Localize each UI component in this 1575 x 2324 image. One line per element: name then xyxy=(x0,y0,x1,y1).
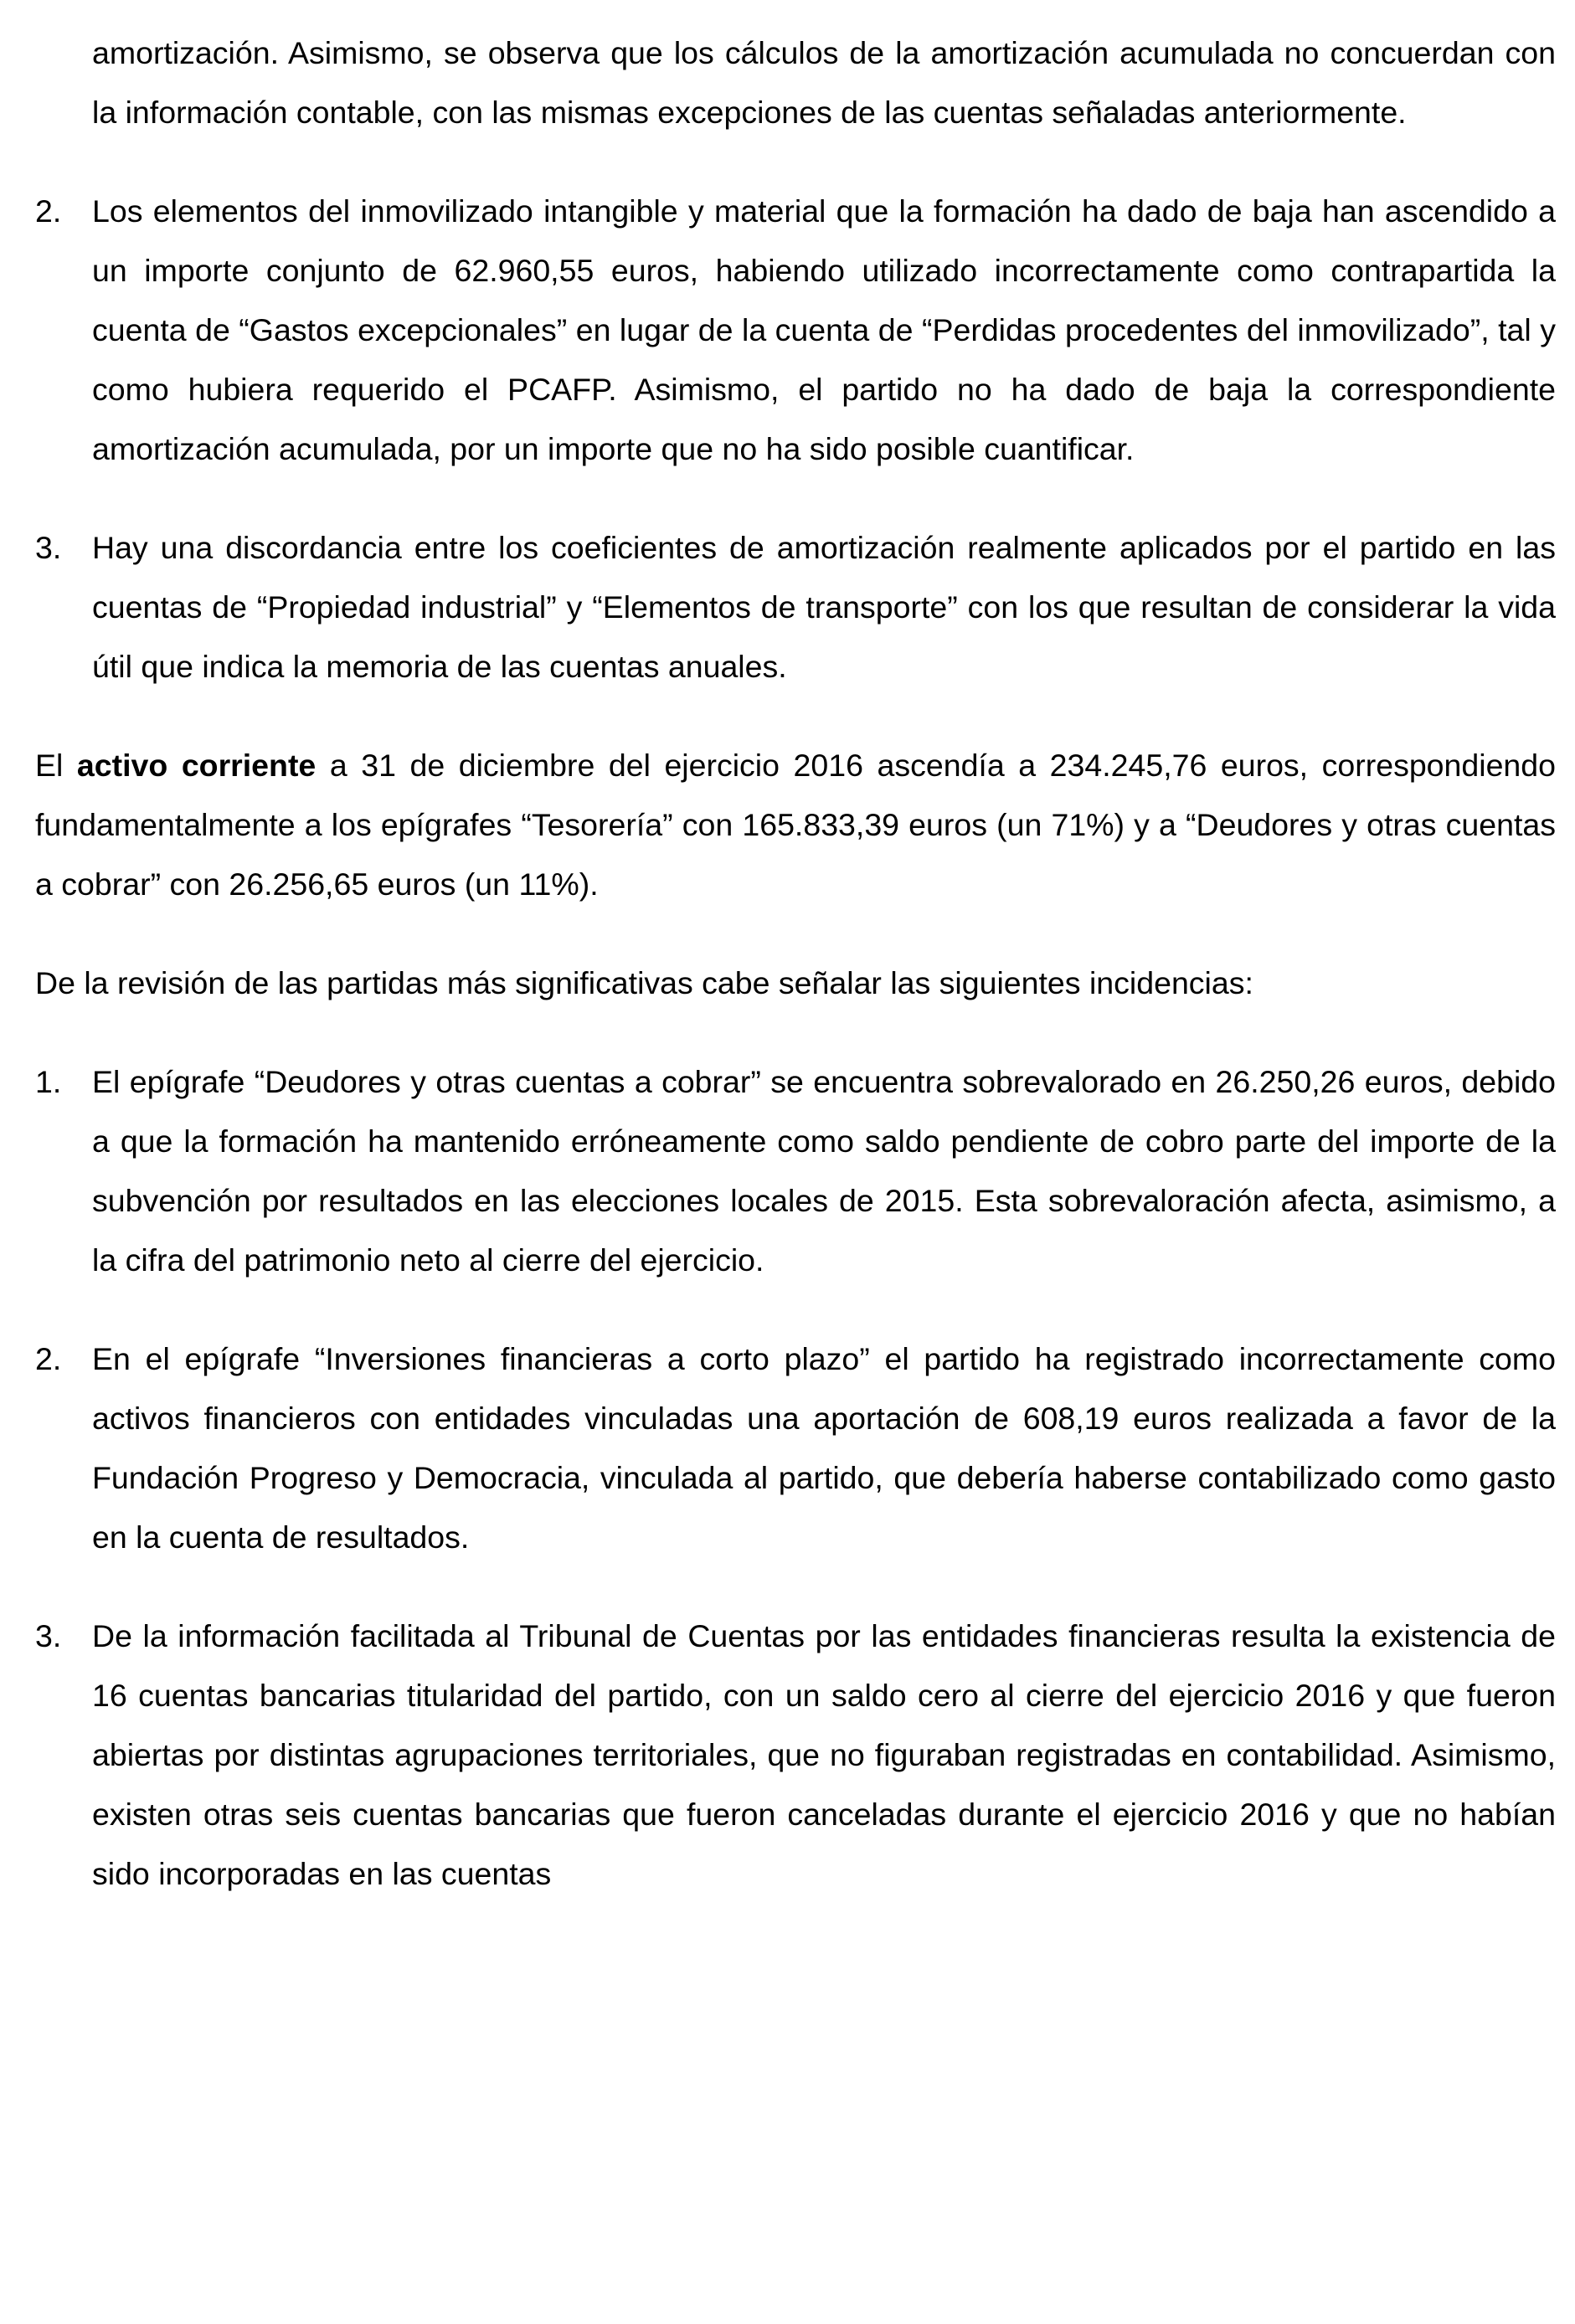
list-item xyxy=(35,1052,1556,1290)
activo-corriente-paragraph xyxy=(35,736,1556,914)
list-item xyxy=(35,1329,1556,1567)
list-item-text: El epígrafe “Deudores y otras cuentas a cobrar” se encuentra sobrevalorado en 26.250,26 euros, debido a que la formación ha mantenido erróneamente como saldo pendiente de cobro parte del importe de la subvención por resultados en las elecciones locales de 2015. Esta sobrevaloración afecta, asimismo, a la cifra del patrimonio neto al cierre del ejercicio. xyxy=(92,1064,1556,1278)
list-item-number: 2. xyxy=(35,1341,62,1376)
list-item-text: Los elementos del inmovilizado intangible y material que la formación ha dado de baja han ascendido a un importe conjunto de 62.960,55 euros, habiendo utilizado incorrectamente como contrapartida la cuenta de “Gastos excepcionales” en lugar de la cuenta de “Perdidas procedentes del inmovilizado”, tal y como hubiera requerido el PCAFP. Asimismo, el partido no ha dado de baja la correspondiente amortización acumulada, por un importe que no ha sido posible cuantificar. xyxy=(92,193,1556,466)
list-item xyxy=(35,518,1556,697)
list-item-number: 2. xyxy=(35,193,62,229)
list-item-text: De la información facilitada al Tribunal de Cuentas por las entidades financieras resulta la existencia de 16 cuentas bancarias titularidad del partido, con un saldo cero al cierre del ejercicio 2016 y que fueron abiertas por distintas agrupaciones territoriales, que no figuraban registradas en contabilidad. Asimismo, existen otras seis cuentas bancarias que fueron canceladas durante el ejercicio 2016 y que no habían sido incorporadas en las cuentas xyxy=(92,1618,1556,1891)
list-item xyxy=(35,1607,1556,1904)
list-item-text: En el epígrafe “Inversiones financieras a corto plazo” el partido ha registrado incorrectamente como activos financieros con entidades vinculadas una aportación de 608,19 euros realizada a favor de la Fundación Progreso y Democracia, vinculada al partido, que debería haberse contabilizado como gasto en la cuenta de resultados. xyxy=(92,1341,1556,1555)
list-item-number: 3. xyxy=(35,1618,62,1653)
activo-text-before: El xyxy=(35,748,77,783)
continuation-paragraph: amortización. Asimismo, se observa que los cálculos de la amortización acumulada no concuerdan con la información contable, con las mismas excepciones de las cuentas señaladas anteriormente. xyxy=(92,35,1556,130)
list-item-number: 1. xyxy=(35,1064,62,1099)
activo-corriente-bold: activo corriente xyxy=(76,748,317,783)
list-item-text: Hay una discordancia entre los coeficientes de amortización realmente aplicados por el partido en las cuentas de “Propiedad industrial” y “Elementos de transporte” con los que resultan de considerar la vida útil que indica la memoria de las cuentas anuales. xyxy=(92,530,1556,684)
list-item-number: 3. xyxy=(35,530,62,565)
document-page xyxy=(35,23,1556,1943)
revision-paragraph: De la revisión de las partidas más significativas cabe señalar las siguientes incidencias: xyxy=(35,965,1253,1000)
activo-text-after: a 31 de diciembre del ejercicio 2016 ascendía a 234.245,76 euros, correspondiendo fundamentalmente a los epígrafes “Tesorería” con 165.833,39 euros (un 71%) y a “Deudores y otras cuentas a cobrar” con 26.256,65 euros (un 11%). xyxy=(35,748,1556,902)
list-item xyxy=(35,182,1556,479)
